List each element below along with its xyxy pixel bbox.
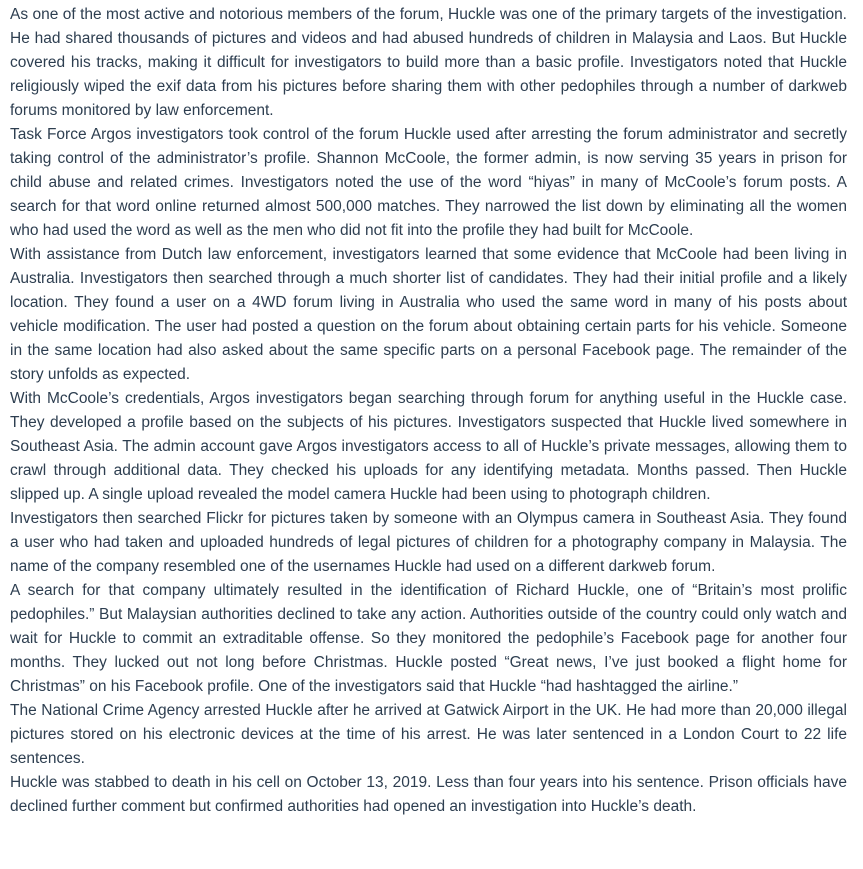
paragraph-huckle-profile: As one of the most active and notorious members of the forum, Huckle was one of the primary targets of the investigation. He had shared thousands of pictures and videos and had abused hundreds of children in Malaysia and Laos. But Huckle covered his tracks, making it difficult for investigators to build more than a basic profile. Investigators noted that Huckle religiously wiped the exif data from his pictures before sharing them with other pedophiles through a number of darkweb forums monitored by law enforcement. (10, 6, 847, 119)
paragraph-flickr-search: Investigators then searched Flickr for pictures taken by someone with an Olympus camera in Southeast Asia. They found a user who had taken and uploaded hundreds of legal pictures of children for a photography company in Malaysia. The name of the company resembled one of the usernames Huckle had used on a different darkweb forum. (10, 510, 847, 575)
paragraph-dutch-assistance: With assistance from Dutch law enforcement, investigators learned that some evidence that McCoole had been living in Australia. Investigators then searched through a much shorter list of candidates. They had their initial profile and a likely location. They found a user on a 4WD forum living in Australia who used the same word in many of his posts about vehicle modification. The user had posted a question on the forum about obtaining certain parts for his vehicle. Someone in the same location had also asked about the same specific parts on a personal Facebook page. The remainder of the story unfolds as expected. (10, 246, 847, 383)
paragraph-task-force-argos: Task Force Argos investigators took control of the forum Huckle used after arresting the forum administrator and secretly taking control of the administrator’s profile. Shannon McCoole, the former admin, is now serving 35 years in prison for child abuse and related crimes. Investigators noted the use of the word “hiyas” in many of McCoole’s forum posts. A search for that word online returned almost 500,000 matches. They narrowed the list down by eliminating all the women who had used the word as well as the men who did not fit into the profile they had built for McCoole. (10, 126, 847, 239)
paragraph-identification-arrest-wait: A search for that company ultimately resulted in the identification of Richard Huckle, one of “Britain’s most prolific pedophiles.” But Malaysian authorities declined to take any action. Authorities outside of the country could only watch and wait for Huckle to commit an extraditable offense. So they monitored the pedophile’s Facebook page for another four months. They lucked out not long before Christmas. Huckle posted “Great news, I’ve just booked a flight home for Christmas” on his Facebook profile. One of the investigators said that Huckle “had hashtagged the airline.” (10, 582, 847, 695)
paragraph-nca-arrest-sentencing: The National Crime Agency arrested Huckle after he arrived at Gatwick Airport in the UK. He had more than 20,000 illegal pictures stored on his electronic devices at the time of his arrest. He was later sentenced in a London Court to 22 life sentences. (10, 702, 847, 767)
paragraph-huckle-death: Huckle was stabbed to death in his cell on October 13, 2019. Less than four years into his sentence. Prison officials have declined further comment but confirmed authorities had opened an investigation into Huckle’s death. (10, 774, 847, 815)
paragraph-mccoole-credentials: With McCoole’s credentials, Argos investigators began searching through forum for anything useful in the Huckle case. They developed a profile based on the subjects of his pictures. Investigators suspected that Huckle lived somewhere in Southeast Asia. The admin account gave Argos investigators access to all of Huckle’s private messages, allowing them to crawl through additional data. They checked his uploads for any identifying metadata. Months passed. Then Huckle slipped up. A single upload revealed the model camera Huckle had been using to photograph children. (10, 390, 847, 503)
